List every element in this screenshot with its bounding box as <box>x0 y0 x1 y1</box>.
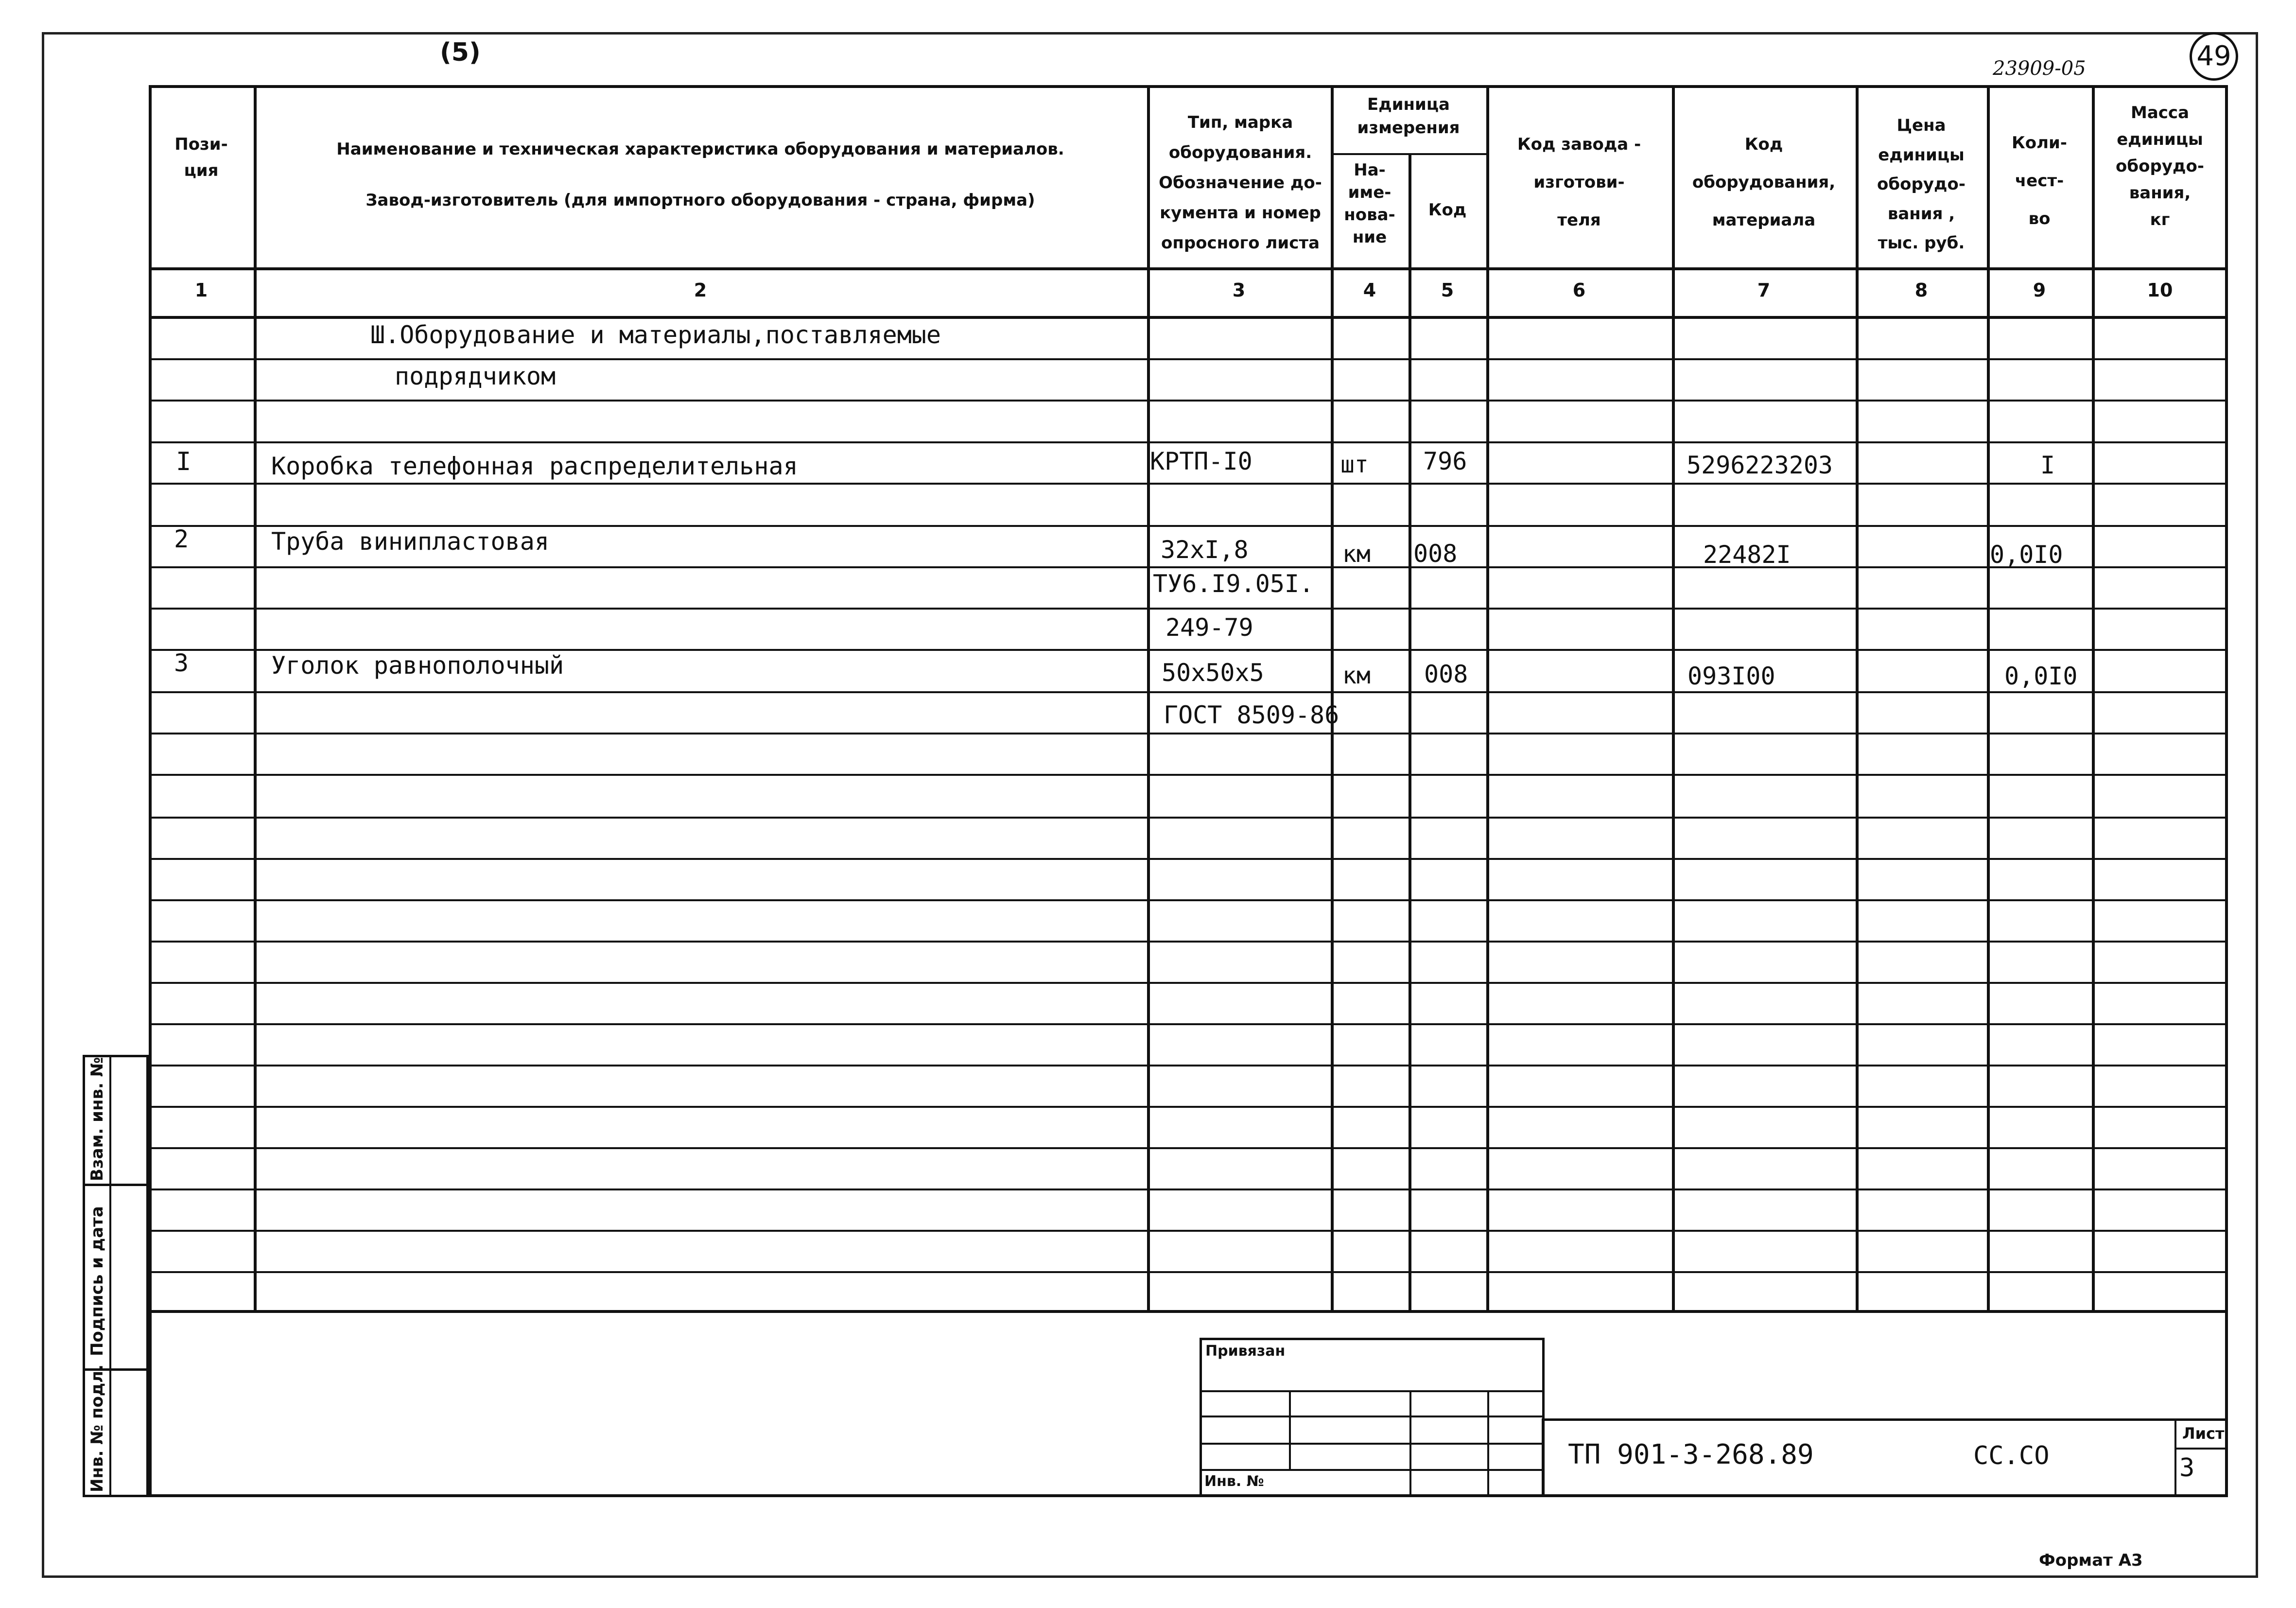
inv-label: Инв. № <box>1204 1473 1264 1490</box>
colnum-9: 9 <box>2033 280 2046 301</box>
table-row-line <box>149 858 2228 860</box>
row2-unit-code: 008 <box>1413 540 1458 568</box>
row2-name: Труба винипластовая <box>271 527 549 556</box>
attached-label: Привязан <box>1205 1343 1286 1360</box>
numbers-bottom-line <box>149 316 2228 319</box>
colnum-7: 7 <box>1757 280 1771 301</box>
side-label-signature: Подпись и дата <box>87 1206 107 1356</box>
row3-position: 3 <box>174 649 189 677</box>
row2-unit: км <box>1342 541 1371 568</box>
colnum-2: 2 <box>694 280 707 301</box>
table-row-line <box>149 441 2228 443</box>
table-row-line <box>149 774 2228 776</box>
table-row-line <box>149 1147 2228 1149</box>
table-row-line <box>149 1106 2228 1108</box>
table-row-line <box>149 566 2228 568</box>
table-row-line <box>149 691 2228 693</box>
colnum-3: 3 <box>1232 280 1246 301</box>
colnum-10: 10 <box>2147 280 2173 301</box>
table-row-line <box>149 941 2228 943</box>
row3-name: Уголок равнополочный <box>271 651 564 680</box>
row3-unit-code: 008 <box>1424 660 1468 688</box>
tb-line <box>1200 1469 1545 1471</box>
sheet-number: 3 <box>2179 1453 2195 1483</box>
colnum-4: 4 <box>1363 280 1376 301</box>
col-line <box>1409 153 1411 1310</box>
table-row-line <box>149 1065 2228 1066</box>
tb-line <box>2174 1418 2176 1497</box>
header-name: Наименование и техническая характеристика оборудования и материалов. Завод-изготовитель (для импортного оборудования - страна, фирма) <box>336 140 1064 210</box>
header-unit-price: Цена единицы оборудо- вания , тыс. руб. <box>1877 116 1966 253</box>
colnum-8: 8 <box>1914 280 1928 301</box>
header-unit-group: Единица измерения <box>1357 95 1460 138</box>
table-row-line <box>149 483 2228 485</box>
tb-line <box>1200 1416 1545 1417</box>
row3-unit: км <box>1342 662 1371 689</box>
table-row-line <box>149 1230 2228 1232</box>
side-label-replacement: Взам. инв. № <box>87 1057 107 1181</box>
header-plant-code: Код завода - изготови- теля <box>1517 135 1641 230</box>
row2-doc-line-1: ТУ6.I9.05I. <box>1153 570 1314 598</box>
row1-unit-code: 796 <box>1423 447 1467 475</box>
page-circle-number: 49 <box>2196 40 2231 72</box>
row1-quantity: I <box>2040 451 2055 479</box>
header-equipment-code: Код оборудования, материала <box>1692 135 1836 230</box>
table-row-line <box>149 1189 2228 1190</box>
tb-line <box>1409 1390 1411 1497</box>
table-body-bottom-line <box>149 1310 2228 1313</box>
colnum-1: 1 <box>194 280 208 301</box>
document-code: ТП 901-3-268.89 <box>1568 1439 1814 1470</box>
section-number: (5) <box>440 38 481 67</box>
tb-line <box>1487 1390 1489 1497</box>
header-quantity: Коли- чест- во <box>2012 133 2067 229</box>
table-row-line <box>149 400 2228 402</box>
header-unit-name: На- име- нова- ние <box>1344 160 1395 247</box>
row2-position: 2 <box>174 525 189 553</box>
sheet-label: Лист <box>2182 1424 2225 1443</box>
tb-line <box>2174 1448 2228 1450</box>
tb-line <box>1200 1390 1545 1392</box>
format-label: Формат А3 <box>2039 1551 2143 1570</box>
page-circle <box>2190 32 2238 81</box>
colnum-6: 6 <box>1572 280 1586 301</box>
side-stamp-divider <box>109 1055 111 1497</box>
archive-number: 23909-05 <box>1993 57 2086 80</box>
unit-group-line <box>1331 153 1486 155</box>
row1-unit: шт <box>1340 451 1369 478</box>
table-row-line <box>149 525 2228 527</box>
table-row-line <box>149 649 2228 651</box>
table-row-line <box>149 982 2228 984</box>
row2-type: 32хI,8 <box>1161 536 1249 564</box>
table-row-line <box>149 1023 2228 1025</box>
sheet-code: СС.СО <box>1973 1441 2050 1470</box>
row2-quantity: 0,0I0 <box>1990 541 2063 569</box>
row1-position: I <box>176 447 191 476</box>
colnum-5: 5 <box>1441 280 1454 301</box>
row1-equipment-code: 5296223203 <box>1687 451 1833 479</box>
side-label-original-inv: Инв. № подл. <box>87 1364 107 1492</box>
row2-doc-line-2: 249-79 <box>1165 613 1253 642</box>
tb-line <box>1289 1390 1291 1469</box>
row3-equipment-code: 093I00 <box>1687 662 1775 690</box>
header-type: Тип, марка оборудования. Обозначение до- кумента и номер опросного листа <box>1159 113 1322 253</box>
table-row-line <box>149 817 2228 819</box>
row1-name: Коробка телефонная распределительная <box>271 452 798 480</box>
tb-line <box>1200 1443 1545 1445</box>
section-title-line-1: Ш.Оборудование и материалы,поставляемые <box>370 321 941 349</box>
table-row-line <box>149 733 2228 734</box>
header-unit-code: Код <box>1428 200 1467 220</box>
row3-type: 50х50х5 <box>1162 659 1264 687</box>
row3-standard: ГОСТ 8509-86 <box>1164 701 1339 729</box>
table-row-line <box>149 608 2228 610</box>
section-title-line-2: подрядчиком <box>395 362 556 390</box>
row1-type: КРТП-I0 <box>1150 447 1252 475</box>
table-row-line <box>149 899 2228 901</box>
header-unit-mass: Масса единицы оборудо- вания, кг <box>2116 103 2204 230</box>
header-bottom-line <box>149 267 2228 270</box>
row3-quantity: 0,0I0 <box>2004 662 2078 690</box>
row2-equipment-code: 22482I <box>1703 541 1791 569</box>
header-position: Пози- ция <box>174 135 228 181</box>
table-row-line <box>149 1271 2228 1273</box>
table-row-line <box>149 358 2228 360</box>
